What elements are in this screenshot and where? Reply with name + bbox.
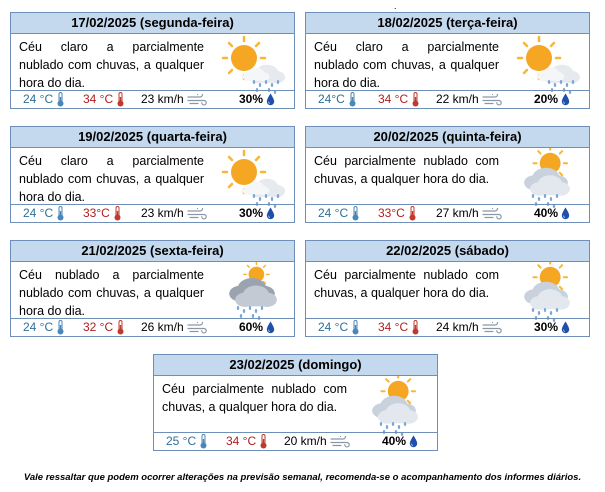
min-temperature: 24 °C <box>23 92 54 106</box>
thermometer-cold-icon <box>345 92 356 106</box>
rain-probability: 30% <box>534 320 559 334</box>
forecast-body <box>10 34 295 109</box>
wind-icon <box>184 320 207 334</box>
min-temperature: 24 °C <box>23 206 54 220</box>
raindrop-icon <box>263 92 275 106</box>
top-mark: . <box>394 1 397 11</box>
wind-icon <box>184 206 207 220</box>
thermometer-hot-icon <box>113 320 124 334</box>
raindrop-icon <box>558 92 570 106</box>
forecast-description: Céu parcialmente nublado com chuvas, a qualquer hora do dia. <box>314 154 499 186</box>
forecast-description: Céu parcialmente nublado com chuvas, a qualquer hora do dia. <box>314 268 499 300</box>
thermometer-hot-icon <box>408 92 419 106</box>
thermometer-hot-icon <box>113 92 124 106</box>
min-temperature: 25 °C <box>166 434 197 448</box>
forecast-stats <box>306 90 589 108</box>
forecast-body <box>305 148 590 223</box>
forecast-date: 22/02/2025 (sábado) <box>305 240 590 262</box>
min-temperature: 24 °C <box>23 320 54 334</box>
cloud-sun-rain-icon <box>515 262 583 316</box>
sun-cloud-rain-icon <box>220 148 288 202</box>
thermometer-hot-icon <box>110 206 121 220</box>
forecast-card <box>305 12 590 110</box>
max-temperature: 32 °C <box>83 320 114 334</box>
forecast-stats <box>154 432 437 450</box>
forecast-card <box>10 12 295 110</box>
forecast-description: Céu claro a parcialmente nublado com chuvas, a qualquer hora do dia. <box>19 154 204 204</box>
forecast-date: 17/02/2025 (segunda-feira) <box>10 12 295 34</box>
max-temperature: 34 °C <box>378 320 409 334</box>
thermometer-cold-icon <box>53 92 64 106</box>
wind-icon <box>479 320 502 334</box>
thermometer-hot-icon <box>256 434 267 448</box>
max-temperature: 34 °C <box>83 92 114 106</box>
forecast-body <box>153 376 438 451</box>
min-temperature: 24°C <box>318 92 345 106</box>
forecast-date: 20/02/2025 (quinta-feira) <box>305 126 590 148</box>
forecast-stats <box>11 204 294 222</box>
min-temperature: 24 °C <box>318 206 349 220</box>
max-temperature: 33°C <box>83 206 110 220</box>
wind-speed: 20 km/h <box>284 434 327 448</box>
max-temperature: 34 °C <box>378 92 409 106</box>
thermometer-hot-icon <box>408 320 419 334</box>
wind-speed: 27 km/h <box>436 206 479 220</box>
wind-speed: 23 km/h <box>141 92 184 106</box>
cloud-sun-rain-icon <box>363 376 431 430</box>
forecast-card <box>153 354 438 452</box>
rain-probability: 60% <box>239 320 264 334</box>
forecast-body <box>305 34 590 109</box>
forecast-description: Céu claro a parcialmente nublado com chuvas, a qualquer hora do dia. <box>314 40 499 90</box>
raindrop-icon <box>558 320 570 334</box>
wind-speed: 24 km/h <box>436 320 479 334</box>
rain-probability: 30% <box>239 206 264 220</box>
raindrop-icon <box>263 206 275 220</box>
forecast-note: Vale ressaltar que podem ocorrer alterações na previsão semanal, recomenda-se o acompanhamento dos informes diários. <box>23 472 582 483</box>
wind-speed: 23 km/h <box>141 206 184 220</box>
raindrop-icon <box>406 434 418 448</box>
forecast-date: 19/02/2025 (quarta-feira) <box>10 126 295 148</box>
forecast-card <box>10 126 295 224</box>
sun-cloud-rain-icon <box>220 34 288 88</box>
forecast-description: Céu claro a parcialmente nublado com chuvas, a qualquer hora do dia. <box>19 40 204 90</box>
forecast-stats <box>306 204 589 222</box>
forecast-date: 21/02/2025 (sexta-feira) <box>10 240 295 262</box>
max-temperature: 33°C <box>378 206 405 220</box>
rain-probability: 20% <box>534 92 559 106</box>
wind-icon <box>479 206 502 220</box>
raindrop-icon <box>263 320 275 334</box>
sun-cloud-rain-icon <box>515 34 583 88</box>
max-temperature: 34 °C <box>226 434 257 448</box>
forecast-description: Céu nublado a parcialmente nublado com chuvas, a qualquer hora do dia. <box>19 268 204 318</box>
thermometer-hot-icon <box>405 206 416 220</box>
cloud-sun-rain-icon <box>515 148 583 202</box>
rain-probability: 40% <box>534 206 559 220</box>
min-temperature: 24 °C <box>318 320 349 334</box>
wind-icon <box>479 92 502 106</box>
rain-probability: 30% <box>239 92 264 106</box>
thermometer-cold-icon <box>348 206 359 220</box>
raindrop-icon <box>558 206 570 220</box>
wind-speed: 22 km/h <box>436 92 479 106</box>
forecast-stats <box>306 318 589 336</box>
cloud-rain-icon <box>220 262 288 316</box>
thermometer-cold-icon <box>53 206 64 220</box>
forecast-body <box>10 148 295 223</box>
forecast-card <box>305 240 590 338</box>
forecast-body <box>10 262 295 337</box>
thermometer-cold-icon <box>196 434 207 448</box>
forecast-date: 23/02/2025 (domingo) <box>153 354 438 376</box>
thermometer-cold-icon <box>348 320 359 334</box>
forecast-description: Céu parcialmente nublado com chuvas, a qualquer hora do dia. <box>162 382 347 414</box>
wind-icon <box>327 434 350 448</box>
forecast-date: 18/02/2025 (terça-feira) <box>305 12 590 34</box>
forecast-stats <box>11 90 294 108</box>
rain-probability: 40% <box>382 434 407 448</box>
wind-icon <box>184 92 207 106</box>
forecast-card <box>305 126 590 224</box>
forecast-body <box>305 262 590 337</box>
wind-speed: 26 km/h <box>141 320 184 334</box>
forecast-card <box>10 240 295 338</box>
thermometer-cold-icon <box>53 320 64 334</box>
forecast-stats <box>11 318 294 336</box>
